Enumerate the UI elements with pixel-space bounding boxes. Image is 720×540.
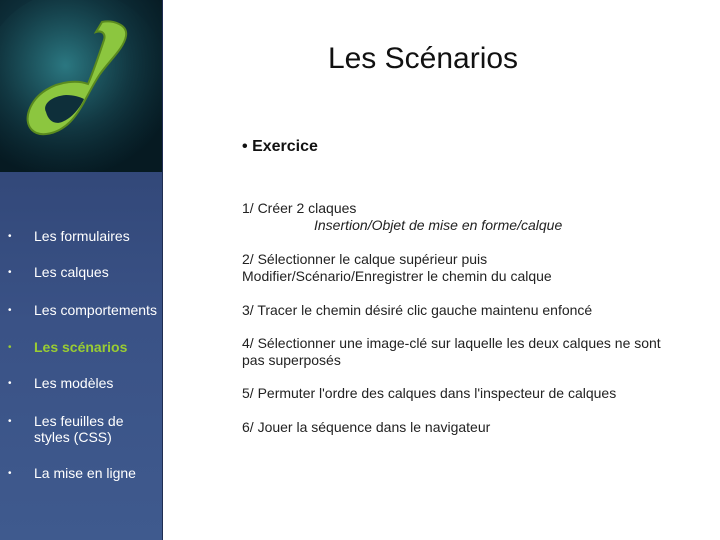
step-line: 5/ Permuter l'ordre des calques dans l'inspecteur de calques [242, 385, 617, 401]
sidebar [0, 0, 163, 540]
slide-title: Les Scénarios [327, 42, 519, 75]
bullet: • [8, 416, 12, 427]
step-6 [242, 419, 692, 436]
sidebar-item-label: Les formulaires [34, 228, 130, 244]
subheading-text: Exercice [252, 138, 318, 155]
step-5 [242, 385, 692, 402]
sidebar-item-label: Les scénarios [34, 339, 128, 355]
sidebar-item-label: Les modèles [34, 375, 114, 391]
step-line: 4/ Sélectionner une image-clé sur laquelle les deux calques ne sont [242, 335, 661, 351]
step-line: Modifier/Scénario/Enregistrer le chemin du calque [242, 268, 552, 284]
step-line: pas superposés [242, 352, 341, 368]
step-1 [242, 200, 692, 234]
step-2 [242, 251, 692, 285]
sidebar-item-label: La mise en ligne [34, 465, 136, 481]
step-4 [242, 335, 692, 369]
sidebar-item-label: Les comportements [34, 302, 157, 318]
subheading [242, 138, 318, 156]
step-line: 1/ Créer 2 claques [242, 200, 357, 216]
sidebar-item-label: Les feuilles de styles (CSS) [34, 413, 124, 445]
step-line: 6/ Jouer la séquence dans le navigateur [242, 419, 491, 435]
step-line-indent: Insertion/Objet de mise en forme/calque [314, 217, 563, 233]
step-line: 3/ Tracer le chemin désiré clic gauche maintenu enfoncé [242, 302, 593, 318]
logo-panel [0, 0, 162, 172]
step-line: 2/ Sélectionner le calque supérieur puis [242, 251, 488, 267]
bullet: • [8, 305, 12, 316]
bullet: • [8, 342, 12, 353]
bullet: • [8, 267, 12, 278]
step-3 [242, 302, 692, 319]
sidebar-item-label: Les calques [34, 264, 109, 280]
bullet: • [8, 378, 12, 389]
bullet: • [8, 231, 12, 242]
bullet: • [8, 468, 12, 479]
dreamweaver-logo-icon [0, 0, 162, 172]
subheading-bullet: • [242, 138, 248, 155]
